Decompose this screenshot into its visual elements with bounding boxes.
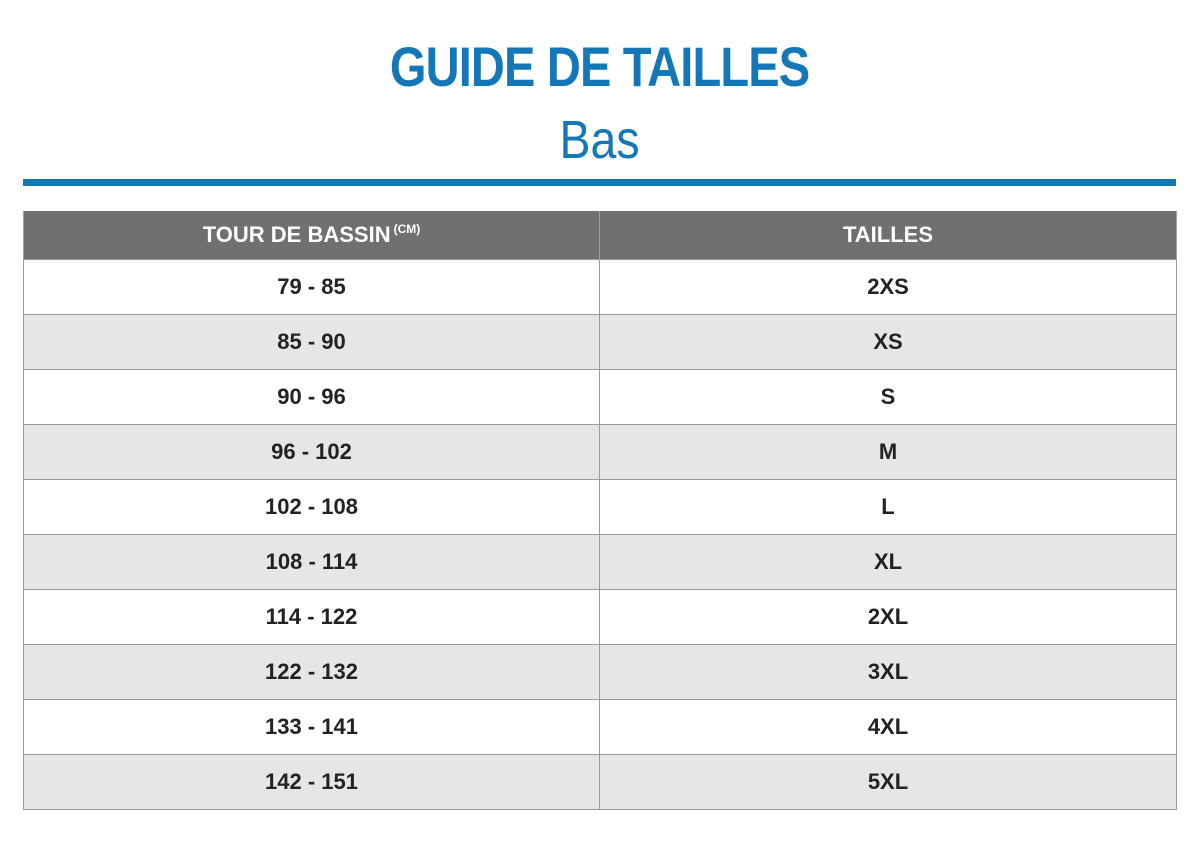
hip-range-cell: 122 - 132 [24, 645, 600, 700]
hip-range-cell: 96 - 102 [24, 425, 600, 480]
table-row [24, 590, 1177, 645]
hip-range-cell: 90 - 96 [24, 370, 600, 425]
table-header-row [24, 211, 1177, 260]
table-row [24, 480, 1177, 535]
size-cell: 3XL [600, 645, 1177, 700]
hip-range-cell: 108 - 114 [24, 535, 600, 590]
hip-range-cell: 85 - 90 [24, 315, 600, 370]
size-cell: XS [600, 315, 1177, 370]
size-cell: 2XS [600, 260, 1177, 315]
hip-range-cell: 79 - 85 [24, 260, 600, 315]
size-cell: 2XL [600, 590, 1177, 645]
table-row [24, 370, 1177, 425]
size-cell: 5XL [600, 755, 1177, 810]
title-divider [23, 179, 1176, 186]
column-header-hip-unit: (CM) [393, 222, 421, 236]
table-row [24, 645, 1177, 700]
size-cell: L [600, 480, 1177, 535]
page-subtitle: Bas [559, 110, 640, 170]
column-header-hip [24, 211, 600, 260]
size-cell: M [600, 425, 1177, 480]
column-header-hip-label: TOUR DE BASSIN [202, 222, 391, 247]
page-title: GUIDE DE TAILLES [389, 35, 810, 98]
column-header-size: TAILLES [600, 211, 1177, 260]
table-row [24, 425, 1177, 480]
table-row [24, 700, 1177, 755]
size-cell: S [600, 370, 1177, 425]
hip-range-cell: 114 - 122 [24, 590, 600, 645]
table-row [24, 535, 1177, 590]
size-cell: XL [600, 535, 1177, 590]
hip-range-cell: 142 - 151 [24, 755, 600, 810]
table-row [24, 260, 1177, 315]
size-cell: 4XL [600, 700, 1177, 755]
size-chart-table [23, 211, 1177, 810]
table-row [24, 755, 1177, 810]
hip-range-cell: 133 - 141 [24, 700, 600, 755]
table-row [24, 315, 1177, 370]
hip-range-cell: 102 - 108 [24, 480, 600, 535]
